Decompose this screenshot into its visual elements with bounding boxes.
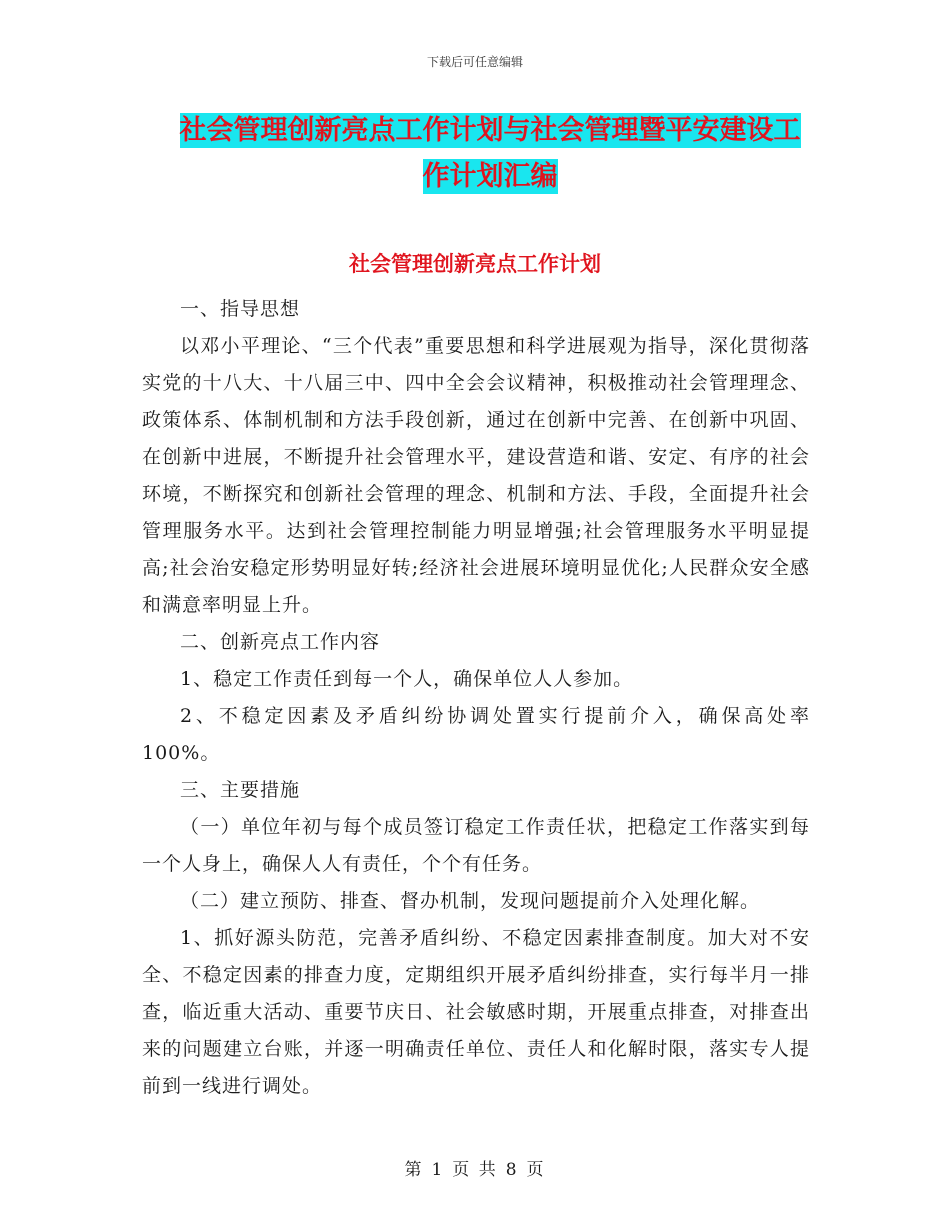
footer-middle: 页 共 (452, 1160, 498, 1180)
footer-prefix: 第 (404, 1160, 424, 1180)
current-page-number: 1 (431, 1160, 445, 1180)
paragraph-item-1: 1、稳定工作责任到每一个人，确保单位人人参加。 (180, 668, 634, 690)
document-title (140, 108, 840, 200)
title-line-1: 社会管理创新亮点工作计划与社会管理暨平安建设工 (179, 115, 801, 146)
paragraph-measure-2: （二）建立预防、排查、督办机制，发现问题提前介入处理化解。 (180, 890, 761, 912)
paragraph-measure-2-item-1: 1、抓好源头防范，完善矛盾纠纷、不稳定因素排查制度。加大对不安全、不稳定因素的排查力度，定期组织开展矛盾纠纷排查，实行每半月一排查，临近重大活动、重要节庆日、社会敏感时期，开展重点排查，对排查出来的问题建立台账，并逐一明确责任单位、责任人和化解时限，落实专人提前到一线进行调处。 (142, 927, 810, 1097)
total-page-count: 8 (505, 1160, 519, 1180)
heading-main-measures: 三、主要措施 (180, 779, 301, 801)
paragraph-guiding-ideology: 以邓小平理论、“三个代表”重要思想和科学进展观为指导，深化贯彻落实党的十八大、十八届三中、四中全会会议精神，积极推动社会管理理念、政策体系、体制机制和方法手段创新，通过在创新中完善、在创新中巩固、在创新中进展，不断提升社会管理水平，建设营造和谐、安定、有序的社会环境，不断探究和创新社会管理的理念、机制和方法、手段，全面提升社会管理服务水平。达到社会管理控制能力明显增强;社会管理服务水平明显提高;社会治安稳定形势明显好转;经济社会进展环境明显优化;人民群众安全感和满意率明显上升。 (142, 335, 810, 616)
page-footer (0, 1155, 950, 1180)
title-line-2: 作计划汇编 (422, 161, 558, 192)
paragraph-item-2: 2、不稳定因素及矛盾纠纷协调处置实行提前介入，确保高处率100%。 (142, 705, 810, 764)
document-body (142, 291, 810, 1105)
heading-guiding-ideology: 一、指导思想 (180, 298, 301, 320)
heading-innovation-content: 二、创新亮点工作内容 (180, 631, 381, 653)
paragraph-measure-1: （一）单位年初与每个成员签订稳定工作责任状，把稳定工作落实到每一个人身上，确保人人有责任，个个有任务。 (142, 816, 810, 875)
footer-suffix: 页 (526, 1160, 546, 1180)
header-note: 下载后可任意编辑 (426, 55, 523, 69)
section-title: 社会管理创新亮点工作计划 (349, 252, 601, 276)
